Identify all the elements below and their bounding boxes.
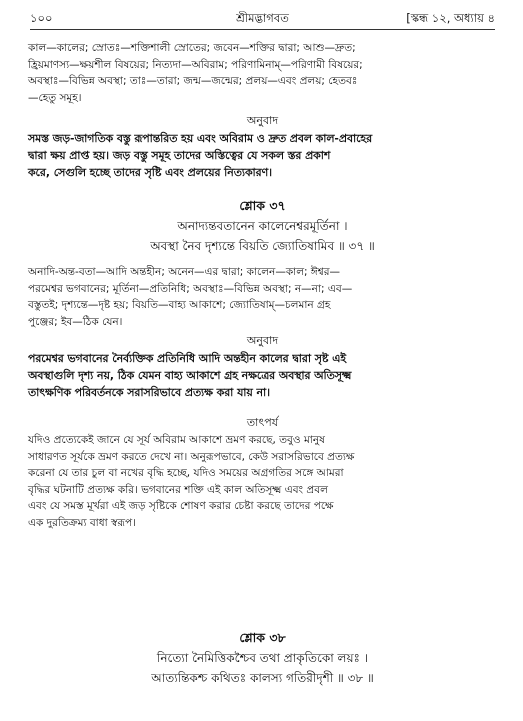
purport-37 [28,414,497,531]
translation-heading: অনুবাদ [246,114,279,127]
translation-line: দ্বারা ক্ষয় প্রাপ্ত হয়। জড় বস্তু সমূহ তাদের অস্তিত্বের যে সকল স্তর প্রকাশ [28,149,331,162]
synonym-line: অনাদি-অন্ত-বতা—আদি অন্তহীন; অনেন—এর দ্বারা; কালেন—কাল; ঈশ্বর— [28,266,341,278]
synonym-line: পুঞ্জের; ইব—ঠিক যেন। [28,315,123,328]
synonyms-36 [28,40,497,106]
header-divider [30,29,495,30]
translation-37 [28,332,497,401]
section-label: [স্কন্ধ ১২, অধ্যায় ৪ [406,11,495,25]
verse-title: শ্লোক ৩৮ [239,630,286,645]
synonyms-37 [28,264,497,330]
purport-line: সাধারণত সূর্যকে ভ্রমণ করতে দেখে না। অনুরূপভাবে, কেউ সরাসরিভাবে প্রত্যক্ষ [28,450,355,463]
synonym-line: হ্রিয়মাণস্য—ক্ষয়শীল বিষয়ের; নিত্যদা—অবিরাম; পরিণামিনাম্—পরিণামী বিষয়ের; [28,58,363,71]
synonym-line: —হেতু সমূহ। [28,91,82,104]
purport-line: এবং যে সমস্ত মূর্খরা এই জড় সৃষ্টিকে শোষণ করার চেষ্টা করছে তাদের পক্ষে [28,500,334,512]
translation-line: সমস্ত জড়-জাগতিক বস্তু রূপান্তরিত হয় এবং অবিরাম ও দ্রুত প্রবল কাল-প্রবাহের [28,132,373,145]
synonym-line: বস্তুতই; দৃশ্যন্তে—দৃষ্ট হয়; বিয়তি—বাহ্য আকাশে; জ্যোতিষাম্—চলমান গ্রহ [28,299,331,311]
verse-title: শ্লোক ৩৭ [239,198,286,213]
purport-line: বৃদ্ধির ঘটনাটি প্রত্যক্ষ করি। ভগবানের শক্তি এই কাল অতিসূক্ষ্ম এবং প্রবল [28,483,328,496]
translation-line: পরমেশ্বর ভগবানের নৈর্ব্যক্তিক প্রতিনিধি আদি অন্তহীন কালের দ্বারা সৃষ্ট এই [28,352,346,365]
translation-line: অবস্থাগুলি দৃশ্য নয়, ঠিক যেমন বাহ্য আকাশে গ্রহ নক্ষত্রের অবস্থার অতিসূক্ষ্ম [28,369,352,382]
book-title: শ্রীমদ্ভাগবত [236,11,289,25]
synonym-line: অবস্থাঃ—বিভিন্ন অবস্থা; তাঃ—তারা; জন্ম—জন্মের; প্রলয়—এবং প্রলয়; হেতবঃ [28,75,358,87]
purport-line: এক দুরতিক্রম্য বাধা স্বরূপ। [28,516,136,529]
page-number: ১০০ [30,11,53,25]
translation-line: তাৎক্ষণিক পরিবর্তনকে সরাসরিভাবে প্রত্যক্ষ করা যায় না। [28,386,270,399]
purport-line: যদিও প্রত্যেকেই জানে যে সূর্য অবিরাম আকাশে ভ্রমণ করছে, তবুও মানুষ [28,434,325,446]
verse-38 [28,628,497,688]
verse-line: আত্যন্তিকশ্চ কথিতঃ কালস্য গতিরীদৃশী ॥ ৩৮ ॥ [151,671,374,685]
verse-37 [28,196,497,256]
translation-line: করে, সেগুলি হচ্ছে তাদের সৃষ্টি এবং প্রলয়ের নিত্যকারণ। [28,166,272,179]
verse-line: অবস্থা নৈব দৃশ্যন্তে বিয়তি জ্যোতিষামিব ॥ ৩৭ ॥ [150,239,375,253]
verse-line: নিত্যো নৈমিত্তিকশ্চৈব তথা প্রাকৃতিকো লয়ঃ । [156,651,369,665]
synonym-line: কাল—কালের; স্রোতঃ—শক্তিশালী স্রোতের; জবেন—শক্তির দ্বারা; আশু—দ্রুত; [28,42,356,54]
translation-heading: অনুবাদ [246,334,279,347]
translation-36 [28,112,497,181]
purport-line: করেনা যে তার চুল বা নখের বৃদ্ধি হচ্ছে, যদিও সময়ের অগ্রগতির সঙ্গে আমরা [28,467,344,479]
synonym-line: পরমেশ্বর ভগবানের; মূর্তিনা—প্রতিনিধি; অবস্থাঃ—বিভিন্ন অবস্থা; ন—না; এব— [28,282,353,295]
page-header [30,8,495,28]
purport-heading: তাৎপর্য [246,416,279,429]
verse-line: অনাদ্যন্তবতানেন কালেনেশ্বরমূর্তিনা । [177,219,348,233]
